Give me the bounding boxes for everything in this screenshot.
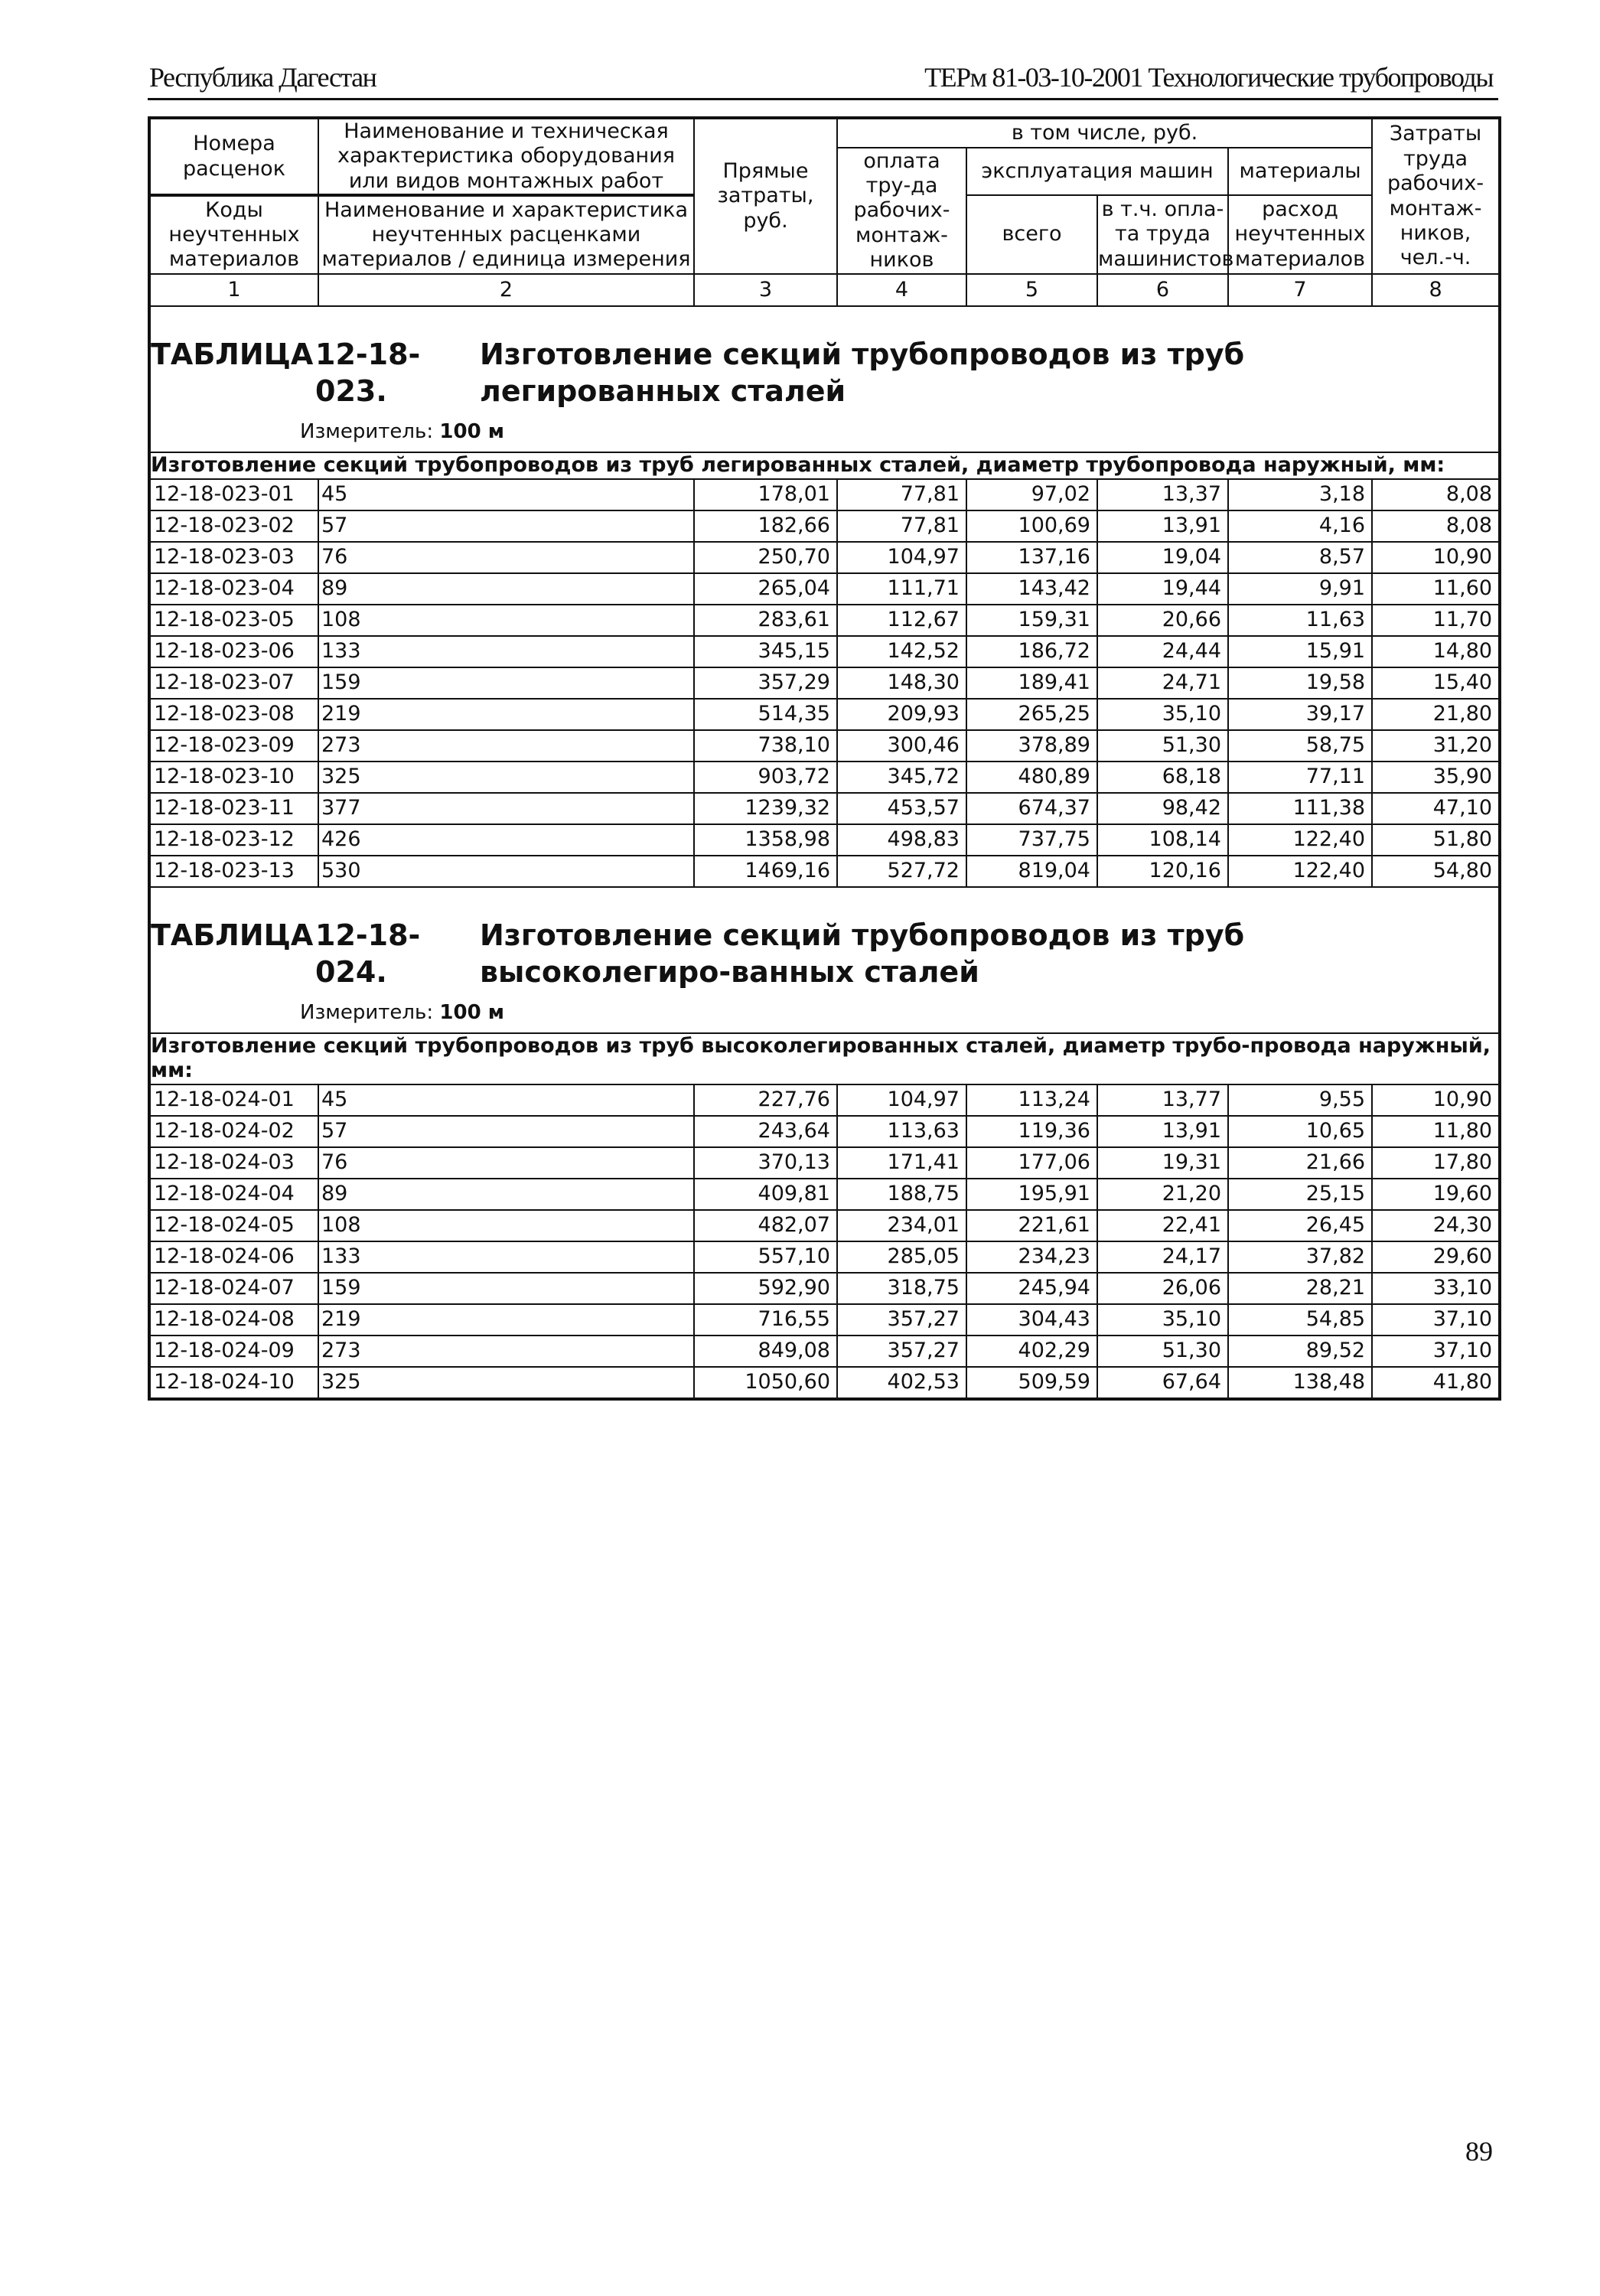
cell-pipe-diameter: 76: [318, 542, 694, 573]
cell-direct-costs: 1239,32: [694, 793, 837, 824]
cell-direct-costs: 482,07: [694, 1210, 837, 1241]
cell-worker-wages: 142,52: [837, 636, 966, 667]
header-divider: [148, 98, 1498, 100]
cell-material-consumption: 21,66: [1228, 1147, 1372, 1179]
cell-rate-code: 12-18-024-05: [149, 1210, 318, 1241]
cell-rate-code: 12-18-023-02: [149, 510, 318, 542]
table-number: 12-18-023.: [315, 338, 421, 409]
cell-pipe-diameter: 57: [318, 1116, 694, 1147]
cell-rate-code: 12-18-024-02: [149, 1116, 318, 1147]
cell-worker-wages: 104,97: [837, 542, 966, 573]
cell-labor-hours: 47,10: [1372, 793, 1500, 824]
cell-labor-hours: 11,80: [1372, 1116, 1500, 1147]
cell-rate-code: 12-18-024-01: [149, 1084, 318, 1116]
table-row: [149, 605, 1500, 636]
cell-worker-wages: 357,27: [837, 1304, 966, 1336]
cell-labor-hours: 37,10: [1372, 1336, 1500, 1367]
table-section-header: [149, 306, 1500, 452]
cell-direct-costs: 227,76: [694, 1084, 837, 1116]
cell-labor-hours: 19,60: [1372, 1179, 1500, 1210]
cell-direct-costs: 1050,60: [694, 1367, 837, 1399]
cell-rate-code: 12-18-023-05: [149, 605, 318, 636]
col-header-material-codes: Коды неучтенных материалов: [149, 195, 318, 274]
cell-worker-wages: 104,97: [837, 1084, 966, 1116]
table-row: [149, 1084, 1500, 1116]
cell-labor-hours: 21,80: [1372, 699, 1500, 730]
cell-rate-code: 12-18-023-04: [149, 573, 318, 605]
col-header-including: в том числе, руб.: [837, 118, 1372, 148]
cell-machines-total: 177,06: [966, 1147, 1097, 1179]
table-row: [149, 1116, 1500, 1147]
cell-worker-wages: 285,05: [837, 1241, 966, 1273]
cell-direct-costs: 849,08: [694, 1336, 837, 1367]
cell-worker-wages: 453,57: [837, 793, 966, 824]
cell-worker-wages: 188,75: [837, 1179, 966, 1210]
cell-direct-costs: 1469,16: [694, 856, 837, 887]
cell-machines-total: 100,69: [966, 510, 1097, 542]
cell-material-consumption: 89,52: [1228, 1336, 1372, 1367]
cell-labor-hours: 54,80: [1372, 856, 1500, 887]
cell-machines-total: 119,36: [966, 1116, 1097, 1147]
cell-material-consumption: 4,16: [1228, 510, 1372, 542]
cell-direct-costs: 265,04: [694, 573, 837, 605]
cell-direct-costs: 182,66: [694, 510, 837, 542]
cell-direct-costs: 250,70: [694, 542, 837, 573]
cell-direct-costs: 738,10: [694, 730, 837, 762]
col-number: 2: [318, 274, 694, 306]
table-row: [149, 542, 1500, 573]
cell-rate-code: 12-18-024-04: [149, 1179, 318, 1210]
cell-direct-costs: 557,10: [694, 1241, 837, 1273]
cell-labor-hours: 8,08: [1372, 479, 1500, 510]
cell-labor-hours: 11,60: [1372, 573, 1500, 605]
table-section-header: [149, 887, 1500, 1033]
cell-machinist-wages: 68,18: [1097, 762, 1228, 793]
meter-label: Измеритель:: [300, 1000, 434, 1024]
table-row: [149, 1179, 1500, 1210]
cell-rate-code: 12-18-024-07: [149, 1273, 318, 1304]
cell-machines-total: 245,94: [966, 1273, 1097, 1304]
cell-direct-costs: 178,01: [694, 479, 837, 510]
cell-machines-total: 189,41: [966, 667, 1097, 699]
col-header-labor-hours: Затраты труда рабочих-монтаж-ников, чел.-ч.: [1372, 118, 1500, 274]
meter-label: Измеритель:: [300, 420, 434, 444]
cell-rate-code: 12-18-023-12: [149, 824, 318, 856]
cell-machinist-wages: 19,44: [1097, 573, 1228, 605]
table-number: 12-18-024.: [315, 918, 421, 989]
cell-material-consumption: 111,38: [1228, 793, 1372, 824]
cell-labor-hours: 8,08: [1372, 510, 1500, 542]
table-row: [149, 1367, 1500, 1399]
cell-labor-hours: 24,30: [1372, 1210, 1500, 1241]
cell-material-consumption: 122,40: [1228, 856, 1372, 887]
col-header-material-consumption: расход неучтенных материалов: [1228, 195, 1372, 274]
cell-direct-costs: 716,55: [694, 1304, 837, 1336]
cell-machines-total: 221,61: [966, 1210, 1097, 1241]
cell-direct-costs: 1358,98: [694, 824, 837, 856]
cell-material-consumption: 11,63: [1228, 605, 1372, 636]
cell-worker-wages: 111,71: [837, 573, 966, 605]
table-row: [149, 824, 1500, 856]
col-header-rate-numbers: Номера расценок: [149, 118, 318, 195]
cell-machines-total: 195,91: [966, 1179, 1097, 1210]
cell-machinist-wages: 13,91: [1097, 1116, 1228, 1147]
cell-worker-wages: 234,01: [837, 1210, 966, 1241]
col-number: 6: [1097, 274, 1228, 306]
running-header-right: ТЕРм 81-03-10-2001 Технологические трубопроводы: [924, 62, 1493, 93]
table-row: [149, 1304, 1500, 1336]
table-row: [149, 793, 1500, 824]
cell-labor-hours: 10,90: [1372, 1084, 1500, 1116]
table-row: [149, 479, 1500, 510]
cell-machinist-wages: 51,30: [1097, 1336, 1228, 1367]
cell-material-consumption: 9,91: [1228, 573, 1372, 605]
table-title-row: [149, 306, 1500, 452]
cell-labor-hours: 31,20: [1372, 730, 1500, 762]
cell-machinist-wages: 35,10: [1097, 699, 1228, 730]
col-header-work-name: Наименование и техническая характеристика оборудования или видов монтажных работ: [318, 118, 694, 195]
col-header-direct-costs: Прямые затраты, руб.: [694, 118, 837, 274]
table-row: [149, 1147, 1500, 1179]
cell-pipe-diameter: 108: [318, 605, 694, 636]
col-number: 4: [837, 274, 966, 306]
table-title: Изготовление секций трубопроводов из труб высоколегиро-ванных сталей: [480, 918, 1245, 989]
table-row: [149, 762, 1500, 793]
cell-pipe-diameter: 159: [318, 1273, 694, 1304]
cell-machines-total: 402,29: [966, 1336, 1097, 1367]
cell-machinist-wages: 35,10: [1097, 1304, 1228, 1336]
col-number: 5: [966, 274, 1097, 306]
table-row: [149, 856, 1500, 887]
table-row: [149, 667, 1500, 699]
cell-machines-total: 378,89: [966, 730, 1097, 762]
cell-rate-code: 12-18-023-08: [149, 699, 318, 730]
cell-machines-total: 674,37: [966, 793, 1097, 824]
cell-rate-code: 12-18-023-10: [149, 762, 318, 793]
col-number: 1: [149, 274, 318, 306]
table-title: Изготовление секций трубопроводов из труб легированных сталей: [480, 338, 1245, 409]
cell-pipe-diameter: 133: [318, 1241, 694, 1273]
cell-rate-code: 12-18-024-03: [149, 1147, 318, 1179]
cell-machinist-wages: 22,41: [1097, 1210, 1228, 1241]
cell-material-consumption: 28,21: [1228, 1273, 1372, 1304]
cell-machinist-wages: 19,04: [1097, 542, 1228, 573]
cell-material-consumption: 10,65: [1228, 1116, 1372, 1147]
meter-value: 100 м: [439, 1000, 504, 1024]
cell-machines-total: 186,72: [966, 636, 1097, 667]
cell-labor-hours: 10,90: [1372, 542, 1500, 573]
cell-machines-total: 304,43: [966, 1304, 1097, 1336]
cell-worker-wages: 345,72: [837, 762, 966, 793]
cell-material-consumption: 9,55: [1228, 1084, 1372, 1116]
table-label: ТАБЛИЦА: [151, 918, 314, 952]
cell-pipe-diameter: 45: [318, 1084, 694, 1116]
cell-worker-wages: 148,30: [837, 667, 966, 699]
cell-worker-wages: 498,83: [837, 824, 966, 856]
cell-pipe-diameter: 45: [318, 479, 694, 510]
cell-direct-costs: 903,72: [694, 762, 837, 793]
cell-machines-total: 137,16: [966, 542, 1097, 573]
cell-material-consumption: 122,40: [1228, 824, 1372, 856]
cell-pipe-diameter: 76: [318, 1147, 694, 1179]
cell-material-consumption: 54,85: [1228, 1304, 1372, 1336]
cell-worker-wages: 527,72: [837, 856, 966, 887]
cell-material-consumption: 8,57: [1228, 542, 1372, 573]
table-row: [149, 510, 1500, 542]
col-header-material-name: Наименование и характеристика неучтенных расценками материалов / единица измерения: [318, 195, 694, 274]
cell-material-consumption: 15,91: [1228, 636, 1372, 667]
cell-labor-hours: 35,90: [1372, 762, 1500, 793]
col-header-machinist-wages: в т.ч. опла-та труда машинистов: [1097, 195, 1228, 274]
cell-machinist-wages: 19,31: [1097, 1147, 1228, 1179]
cell-labor-hours: 33,10: [1372, 1273, 1500, 1304]
col-number: 8: [1372, 274, 1500, 306]
cell-direct-costs: 370,13: [694, 1147, 837, 1179]
cell-machinist-wages: 13,37: [1097, 479, 1228, 510]
col-number: 7: [1228, 274, 1372, 306]
cell-material-consumption: 3,18: [1228, 479, 1372, 510]
cell-rate-code: 12-18-023-09: [149, 730, 318, 762]
meter-value: 100 м: [439, 420, 504, 444]
cell-direct-costs: 409,81: [694, 1179, 837, 1210]
cell-worker-wages: 113,63: [837, 1116, 966, 1147]
cell-direct-costs: 283,61: [694, 605, 837, 636]
table-row: [149, 1210, 1500, 1241]
cell-direct-costs: 592,90: [694, 1273, 837, 1304]
cell-rate-code: 12-18-023-07: [149, 667, 318, 699]
cell-pipe-diameter: 377: [318, 793, 694, 824]
cell-rate-code: 12-18-024-08: [149, 1304, 318, 1336]
cell-direct-costs: 357,29: [694, 667, 837, 699]
cell-machines-total: 819,04: [966, 856, 1097, 887]
cell-labor-hours: 41,80: [1372, 1367, 1500, 1399]
col-number: 3: [694, 274, 837, 306]
cell-pipe-diameter: 273: [318, 730, 694, 762]
cell-pipe-diameter: 89: [318, 573, 694, 605]
cell-pipe-diameter: 108: [318, 1210, 694, 1241]
cell-machines-total: 737,75: [966, 824, 1097, 856]
table-row: [149, 730, 1500, 762]
cell-material-consumption: 39,17: [1228, 699, 1372, 730]
cell-machines-total: 265,25: [966, 699, 1097, 730]
cell-worker-wages: 357,27: [837, 1336, 966, 1367]
table-row: [149, 573, 1500, 605]
cell-pipe-diameter: 219: [318, 699, 694, 730]
cell-rate-code: 12-18-024-06: [149, 1241, 318, 1273]
col-header-machine-operation: эксплуатация машин: [966, 148, 1228, 195]
cell-worker-wages: 402,53: [837, 1367, 966, 1399]
cell-machines-total: 234,23: [966, 1241, 1097, 1273]
rates-table: [148, 116, 1501, 1401]
cell-labor-hours: 15,40: [1372, 667, 1500, 699]
table-row: [149, 636, 1500, 667]
cell-material-consumption: 138,48: [1228, 1367, 1372, 1399]
cell-worker-wages: 171,41: [837, 1147, 966, 1179]
table-subtitle: Изготовление секций трубопроводов из труб легированных сталей, диаметр трубопровода наружный, мм:: [149, 452, 1500, 478]
cell-material-consumption: 77,11: [1228, 762, 1372, 793]
cell-worker-wages: 318,75: [837, 1273, 966, 1304]
cell-material-consumption: 37,82: [1228, 1241, 1372, 1273]
page-number: 89: [1465, 2136, 1493, 2167]
cell-material-consumption: 58,75: [1228, 730, 1372, 762]
cell-pipe-diameter: 159: [318, 667, 694, 699]
cell-labor-hours: 29,60: [1372, 1241, 1500, 1273]
cell-direct-costs: 514,35: [694, 699, 837, 730]
cell-rate-code: 12-18-023-01: [149, 479, 318, 510]
cell-worker-wages: 112,67: [837, 605, 966, 636]
cell-pipe-diameter: 89: [318, 1179, 694, 1210]
cell-machines-total: 509,59: [966, 1367, 1097, 1399]
column-numbers-row: [149, 274, 1500, 306]
table-row: [149, 699, 1500, 730]
cell-material-consumption: 19,58: [1228, 667, 1372, 699]
cell-direct-costs: 243,64: [694, 1116, 837, 1147]
unit-of-measure: [151, 990, 1498, 1032]
cell-labor-hours: 51,80: [1372, 824, 1500, 856]
cell-pipe-diameter: 219: [318, 1304, 694, 1336]
cell-machinist-wages: 20,66: [1097, 605, 1228, 636]
table-row: [149, 1241, 1500, 1273]
cell-pipe-diameter: 273: [318, 1336, 694, 1367]
cell-machines-total: 143,42: [966, 573, 1097, 605]
cell-machines-total: 159,31: [966, 605, 1097, 636]
cell-machinist-wages: 21,20: [1097, 1179, 1228, 1210]
cell-pipe-diameter: 133: [318, 636, 694, 667]
cell-pipe-diameter: 325: [318, 1367, 694, 1399]
table-row: [149, 1273, 1500, 1304]
cell-rate-code: 12-18-024-10: [149, 1367, 318, 1399]
cell-pipe-diameter: 325: [318, 762, 694, 793]
table-title-row: [149, 887, 1500, 1033]
cell-machinist-wages: 67,64: [1097, 1367, 1228, 1399]
cell-rate-code: 12-18-024-09: [149, 1336, 318, 1367]
cell-rate-code: 12-18-023-13: [149, 856, 318, 887]
cell-rate-code: 12-18-023-06: [149, 636, 318, 667]
cell-pipe-diameter: 530: [318, 856, 694, 887]
cell-material-consumption: 25,15: [1228, 1179, 1372, 1210]
cell-worker-wages: 209,93: [837, 699, 966, 730]
cell-machinist-wages: 24,71: [1097, 667, 1228, 699]
cell-labor-hours: 11,70: [1372, 605, 1500, 636]
running-header-left: Республика Дагестан: [149, 62, 376, 93]
cell-machines-total: 113,24: [966, 1084, 1097, 1116]
cell-worker-wages: 77,81: [837, 510, 966, 542]
cell-machinist-wages: 26,06: [1097, 1273, 1228, 1304]
cell-machinist-wages: 51,30: [1097, 730, 1228, 762]
table-subtitle: Изготовление секций трубопроводов из труб высоколегированных сталей, диаметр трубо-провода наружный, мм:: [149, 1033, 1500, 1084]
cell-machines-total: 97,02: [966, 479, 1097, 510]
cell-machinist-wages: 120,16: [1097, 856, 1228, 887]
col-header-machines-total: всего: [966, 195, 1097, 274]
cell-direct-costs: 345,15: [694, 636, 837, 667]
cell-pipe-diameter: 57: [318, 510, 694, 542]
cell-pipe-diameter: 426: [318, 824, 694, 856]
cell-material-consumption: 26,45: [1228, 1210, 1372, 1241]
cell-machinist-wages: 24,17: [1097, 1241, 1228, 1273]
cell-machinist-wages: 13,91: [1097, 510, 1228, 542]
cell-rate-code: 12-18-023-03: [149, 542, 318, 573]
cell-labor-hours: 37,10: [1372, 1304, 1500, 1336]
cell-rate-code: 12-18-023-11: [149, 793, 318, 824]
cell-machines-total: 480,89: [966, 762, 1097, 793]
cell-labor-hours: 14,80: [1372, 636, 1500, 667]
table-row: [149, 1336, 1500, 1367]
unit-of-measure: [151, 409, 1498, 452]
cell-machinist-wages: 108,14: [1097, 824, 1228, 856]
cell-machinist-wages: 13,77: [1097, 1084, 1228, 1116]
col-header-materials: материалы: [1228, 148, 1372, 195]
cell-machinist-wages: 98,42: [1097, 793, 1228, 824]
cell-labor-hours: 17,80: [1372, 1147, 1500, 1179]
cell-machinist-wages: 24,44: [1097, 636, 1228, 667]
cell-worker-wages: 300,46: [837, 730, 966, 762]
table-label: ТАБЛИЦА: [151, 338, 314, 372]
col-header-worker-wages: оплата тру-да рабочих-монтаж-ников: [837, 148, 966, 274]
cell-worker-wages: 77,81: [837, 479, 966, 510]
